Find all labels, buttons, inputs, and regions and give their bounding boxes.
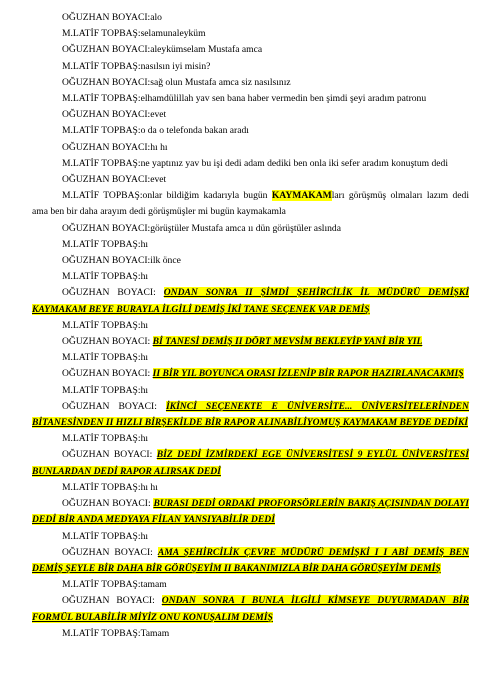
speaker-name: M.LATİF TOPBAŞ:: [62, 28, 141, 40]
highlighted-utterance: ONDAN SONRA II ŞİMDİ ŞEHİRCİLİK İL MÜDÜRÜ DEMİŞKİ KAYMAKAM BEYE BURAYLA İLGİLİ DEMİŞ İKİ TANE SEÇENEK VAR DEMİŞ: [32, 287, 470, 315]
speaker-name: M.LATİF TOPBAŞ:: [62, 579, 141, 591]
utterance-text: ilk önce: [150, 255, 181, 267]
highlighted-utterance: AMA ŞEHİRCİLİK ÇEVRE MÜDÜRÜ DEMİŞKİ I I ABİ DEMİŞ BEN DEMİŞ ŞEYLE BİR DAHA BİR GÖRÜŞEYİM II BAKANIMIZLA BİR DAHA GÖRÜŞEYİM DEMİŞ: [32, 546, 469, 574]
utterance-text: görüştüler Mustafa amca ıı dün görüştüler aslında: [150, 222, 341, 234]
highlighted-utterance: İKİNCİ SEÇENEKTE E ÜNİVERSİTE... ÜNİVERSİTELERİNDEN BİTANESİNDEN II HIZLI BİRŞEKİLDE BİR RAPOR ALINABİLİYOMUŞ KAYMAKAM BEYDE DEDİKİ: [32, 400, 469, 429]
speaker-name: OĞUZHAN BOYACI:: [62, 400, 157, 412]
transcript-line: [32, 366, 469, 382]
utterance-text: hı: [140, 319, 149, 331]
transcript-line: [32, 447, 469, 479]
speaker-name: M.LATİF TOPBAŞ:: [62, 627, 141, 639]
transcript-line: [32, 59, 469, 75]
utterance-text: hı: [140, 384, 149, 396]
transcript-line: [32, 431, 469, 447]
utterance-text: hı hı: [140, 481, 158, 493]
transcript-line: [32, 480, 469, 496]
transcript-line: [32, 545, 469, 577]
utterance-text: onlar bildiğim kadarıyla bugün: [142, 190, 272, 202]
highlighted-utterance: BURASI DEDİ ORDAKİ PROFORSÖRLERİN BAKIŞ AÇISINDAN DOLAYI DEDİ BİR ANDA MEDYAYA FİLAN YANSIYABİLİR DEDİ: [32, 498, 469, 526]
transcript-line: [32, 253, 469, 269]
transcript-line: [32, 529, 469, 545]
speaker-name: M.LATİF TOPBAŞ:: [62, 157, 141, 169]
speaker-name: M.LATİF TOPBAŞ:: [62, 60, 141, 72]
transcript-line: [32, 188, 469, 220]
transcript-line: [32, 75, 469, 91]
transcript-line: [32, 123, 469, 139]
highlighted-utterance: BİZ DEDİ İZMİRDEKİ EGE ÜNİVERSİTESİ 9 EYLÜL ÜNİVERSİTESİ BUNLARDAN DEDİ RAPOR ALIRSAK DEDİ: [32, 449, 469, 477]
speaker-name: OĞUZHAN BOYACI:: [62, 546, 153, 558]
utterance-text: o da o telefonda bakan aradı: [140, 125, 249, 137]
speaker-name: M.LATİF TOPBAŞ:: [62, 352, 141, 364]
transcript-line: [32, 285, 469, 317]
transcript-line: [32, 577, 469, 593]
speaker-name: OĞUZHAN BOYACI:: [62, 44, 151, 56]
utterance-text: ne yaptınız yav bu işi dedi adam dediki ben onla iki sefer aradım konuştum dedi: [140, 157, 449, 169]
transcript-line: [32, 156, 469, 172]
transcript-line: [32, 334, 469, 350]
transcript-line: [32, 269, 469, 285]
speaker-name: OĞUZHAN BOYACI:: [62, 449, 153, 461]
utterance-text: aleykümselam Mustafa amca: [150, 44, 263, 56]
speaker-name: M.LATİF TOPBAŞ:: [62, 319, 141, 331]
speaker-name: OĞUZHAN BOYACI:: [62, 12, 151, 23]
highlighted-utterance: ONDAN SONRA I BUNLA İLGİLİ KİMSEYE DUYURMADAN BİR FORMÜL BULABİLİR MİYİZ ONU KONUŞALIM DEMİŞ: [32, 595, 469, 623]
highlighted-utterance: Bİ TANESİ DEMİŞ II DÖRT MEVSİM BEKLEYİP YANİ BİR YIL: [152, 336, 423, 348]
transcript-line: [32, 140, 469, 156]
speaker-name: OĞUZHAN BOYACI:: [62, 368, 151, 380]
utterance-text: elhamdülillah yav sen bana haber vermedin ben şimdi şeyi aradım patronu: [140, 93, 427, 105]
transcript-line: [32, 399, 469, 431]
speaker-name: OĞUZHAN BOYACI:: [62, 287, 156, 299]
utterance-text: evet: [150, 109, 167, 121]
speaker-name: M.LATİF TOPBAŞ:: [62, 530, 141, 542]
speaker-name: OĞUZHAN BOYACI:: [62, 498, 151, 510]
speaker-name: M.LATİF TOPBAŞ:: [62, 190, 143, 202]
transcript-line: [32, 383, 469, 399]
utterance-text: tamam: [140, 579, 167, 591]
transcript-line: [32, 10, 469, 26]
speaker-name: OĞUZHAN BOYACI:: [62, 595, 155, 607]
transcript-line: [32, 221, 469, 237]
highlighted-utterance: II BİR YIL BOYUNCA ORASI İZLENİP BİR RAPOR HAZIRLANACAKMIŞ: [152, 368, 464, 380]
transcript-line: [32, 172, 469, 188]
speaker-name: OĞUZHAN BOYACI:: [62, 174, 151, 186]
transcript-line: [32, 26, 469, 42]
utterance-text: hı: [140, 530, 149, 542]
speaker-name: M.LATİF TOPBAŞ:: [62, 271, 141, 283]
utterance-text: hı hı: [150, 141, 168, 153]
utterance-text: nasılsın iyi misin?: [140, 60, 211, 72]
speaker-name: OĞUZHAN BOYACI:: [62, 255, 151, 267]
utterance-text: hı: [140, 271, 149, 283]
speaker-name: OĞUZHAN BOYACI:: [62, 109, 151, 121]
utterance-text: sağ olun Mustafa amca siz nasılsınız: [150, 76, 291, 88]
speaker-name: M.LATİF TOPBAŞ:: [62, 238, 141, 250]
speaker-name: M.LATİF TOPBAŞ:: [62, 384, 141, 396]
speaker-name: OĞUZHAN BOYACI:: [62, 222, 151, 234]
utterance-text: alo: [150, 12, 162, 23]
utterance-text: ları görüşmüş olmaları lazım dedi ama ben bir daha arayım dedi görüşmüşler mi bugün kaymakamla: [32, 190, 469, 218]
speaker-name: OĞUZHAN BOYACI:: [62, 76, 151, 88]
transcript-line: [32, 318, 469, 334]
speaker-name: M.LATİF TOPBAŞ:: [62, 125, 141, 137]
transcript-line: [32, 350, 469, 366]
highlighted-keyword: KAYMAKAM: [271, 190, 332, 202]
speaker-name: M.LATİF TOPBAŞ:: [62, 481, 141, 493]
utterance-text: hı: [140, 352, 149, 364]
transcript-line: [32, 496, 469, 528]
utterance-text: hı: [140, 238, 149, 250]
transcript-line: [32, 626, 469, 642]
speaker-name: M.LATİF TOPBAŞ:: [62, 433, 141, 445]
transcript-line: [32, 593, 469, 625]
speaker-name: OĞUZHAN BOYACI:: [62, 336, 151, 348]
utterance-text: evet: [150, 174, 167, 186]
utterance-text: hı: [140, 433, 149, 445]
speaker-name: M.LATİF TOPBAŞ:: [62, 93, 141, 105]
utterance-text: Tamam: [140, 627, 170, 639]
transcript-line: [32, 42, 469, 58]
transcript-line: [32, 237, 469, 253]
transcript-line: [32, 107, 469, 123]
transcript-line: [32, 91, 469, 107]
utterance-text: selamunaleyküm: [140, 28, 206, 40]
speaker-name: OĞUZHAN BOYACI:: [62, 141, 151, 153]
